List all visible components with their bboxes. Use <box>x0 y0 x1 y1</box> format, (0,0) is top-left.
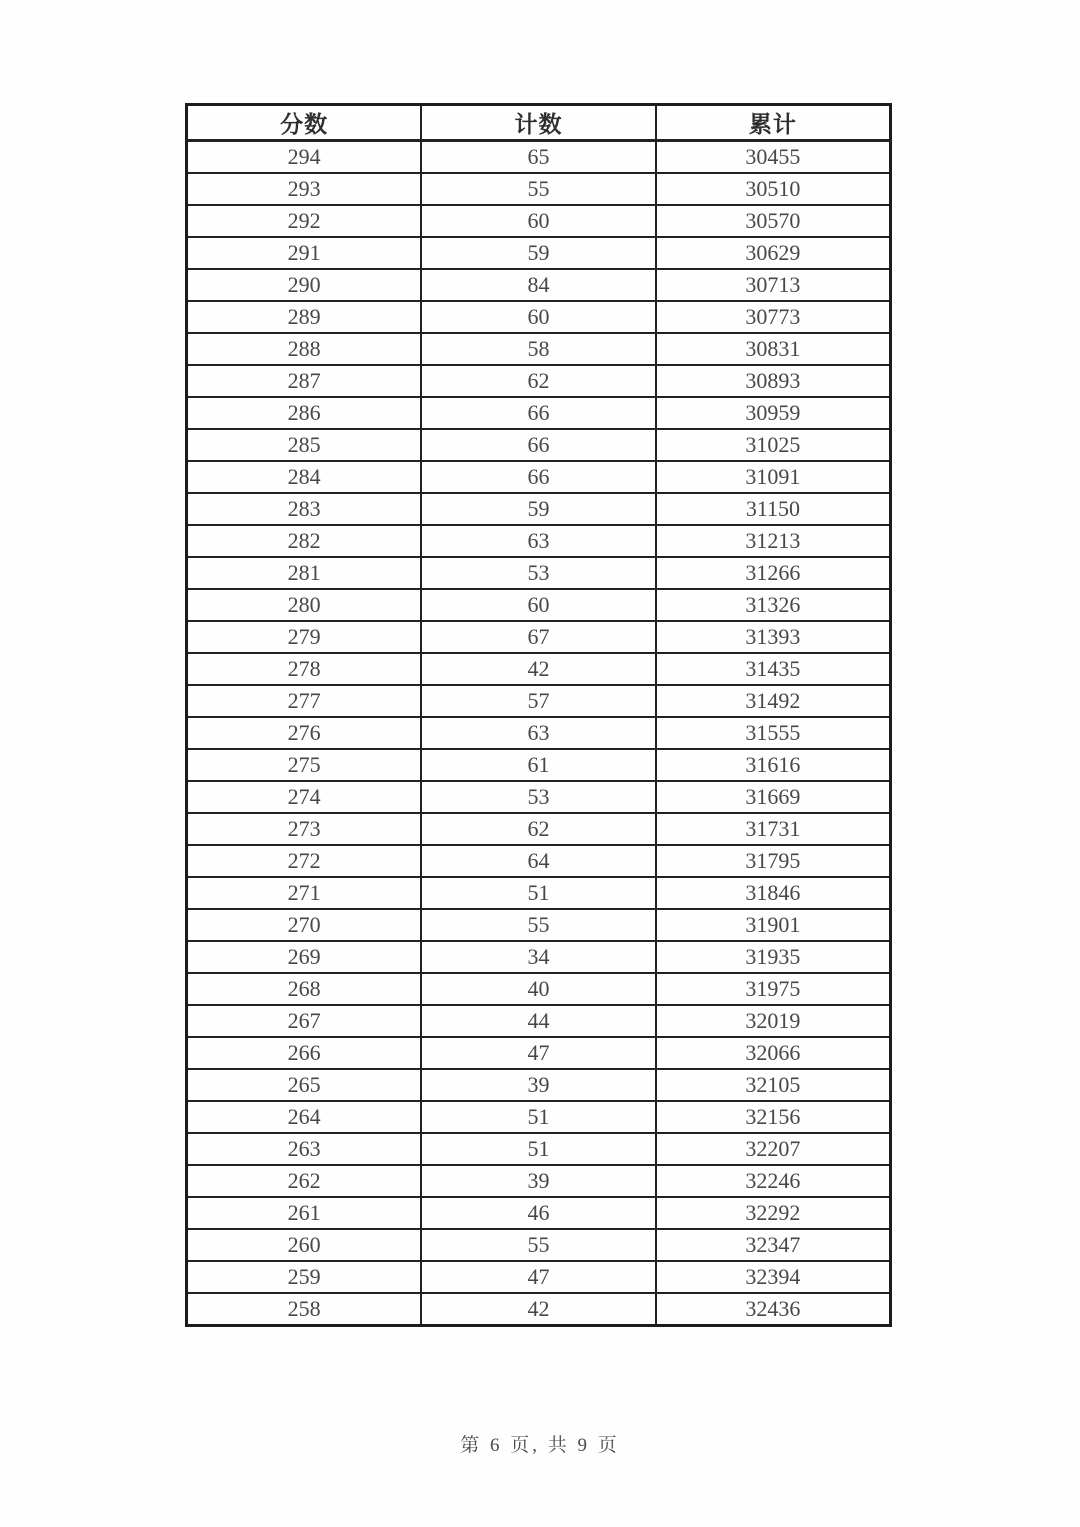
table-row <box>187 589 891 621</box>
table-cell: 267 <box>187 1005 422 1037</box>
table-cell: 32246 <box>656 1165 891 1197</box>
table-cell: 31492 <box>656 685 891 717</box>
table-cell: 31266 <box>656 557 891 589</box>
table-cell: 65 <box>421 141 656 174</box>
table-cell: 276 <box>187 717 422 749</box>
table-row <box>187 1261 891 1293</box>
table-cell: 60 <box>421 205 656 237</box>
table-cell: 39 <box>421 1069 656 1101</box>
table-row <box>187 173 891 205</box>
header-count: 计数 <box>421 105 656 141</box>
table-cell: 268 <box>187 973 422 1005</box>
table-cell: 271 <box>187 877 422 909</box>
table-cell: 283 <box>187 493 422 525</box>
table-row <box>187 525 891 557</box>
table-cell: 66 <box>421 429 656 461</box>
table-cell: 31091 <box>656 461 891 493</box>
table-row <box>187 1101 891 1133</box>
table-header-row <box>187 105 891 141</box>
table-cell: 31393 <box>656 621 891 653</box>
table-cell: 55 <box>421 1229 656 1261</box>
table-cell: 32156 <box>656 1101 891 1133</box>
table-cell: 294 <box>187 141 422 174</box>
table-cell: 273 <box>187 813 422 845</box>
table-row <box>187 461 891 493</box>
table-cell: 60 <box>421 589 656 621</box>
table-cell: 66 <box>421 397 656 429</box>
table-cell: 31555 <box>656 717 891 749</box>
table-row <box>187 1005 891 1037</box>
table-cell: 264 <box>187 1101 422 1133</box>
table-cell: 270 <box>187 909 422 941</box>
table-cell: 291 <box>187 237 422 269</box>
table-cell: 32394 <box>656 1261 891 1293</box>
table-row <box>187 237 891 269</box>
table-row <box>187 941 891 973</box>
table-cell: 63 <box>421 717 656 749</box>
table-row <box>187 653 891 685</box>
score-table-body <box>187 141 891 1326</box>
table-cell: 279 <box>187 621 422 653</box>
table-cell: 31731 <box>656 813 891 845</box>
table-row <box>187 141 891 174</box>
table-cell: 51 <box>421 877 656 909</box>
table-cell: 290 <box>187 269 422 301</box>
table-row <box>187 749 891 781</box>
table-cell: 46 <box>421 1197 656 1229</box>
table-cell: 62 <box>421 365 656 397</box>
table-row <box>187 1133 891 1165</box>
table-cell: 272 <box>187 845 422 877</box>
table-row <box>187 717 891 749</box>
table-cell: 30570 <box>656 205 891 237</box>
table-cell: 280 <box>187 589 422 621</box>
table-cell: 30893 <box>656 365 891 397</box>
table-row <box>187 205 891 237</box>
table-cell: 259 <box>187 1261 422 1293</box>
table-cell: 51 <box>421 1133 656 1165</box>
table-row <box>187 909 891 941</box>
table-cell: 285 <box>187 429 422 461</box>
table-cell: 30959 <box>656 397 891 429</box>
table-cell: 263 <box>187 1133 422 1165</box>
table-cell: 30831 <box>656 333 891 365</box>
table-row <box>187 1037 891 1069</box>
table-cell: 31901 <box>656 909 891 941</box>
table-row <box>187 973 891 1005</box>
table-cell: 60 <box>421 301 656 333</box>
score-table <box>185 103 892 1327</box>
table-cell: 31669 <box>656 781 891 813</box>
table-cell: 31795 <box>656 845 891 877</box>
header-cumulative: 累计 <box>656 105 891 141</box>
table-row <box>187 269 891 301</box>
table-cell: 286 <box>187 397 422 429</box>
table-cell: 53 <box>421 781 656 813</box>
table-cell: 58 <box>421 333 656 365</box>
table-row <box>187 557 891 589</box>
table-cell: 31846 <box>656 877 891 909</box>
table-cell: 84 <box>421 269 656 301</box>
table-cell: 265 <box>187 1069 422 1101</box>
table-cell: 31326 <box>656 589 891 621</box>
header-score: 分数 <box>187 105 422 141</box>
table-cell: 32436 <box>656 1293 891 1326</box>
table-cell: 292 <box>187 205 422 237</box>
table-cell: 31435 <box>656 653 891 685</box>
table-cell: 275 <box>187 749 422 781</box>
table-cell: 30510 <box>656 173 891 205</box>
table-cell: 30773 <box>656 301 891 333</box>
table-cell: 30455 <box>656 141 891 174</box>
table-cell: 55 <box>421 909 656 941</box>
table-cell: 32105 <box>656 1069 891 1101</box>
table-cell: 32347 <box>656 1229 891 1261</box>
table-cell: 66 <box>421 461 656 493</box>
table-cell: 288 <box>187 333 422 365</box>
table-cell: 57 <box>421 685 656 717</box>
table-cell: 30713 <box>656 269 891 301</box>
table-row <box>187 1293 891 1326</box>
table-cell: 260 <box>187 1229 422 1261</box>
table-cell: 47 <box>421 1037 656 1069</box>
table-row <box>187 845 891 877</box>
table-cell: 31975 <box>656 973 891 1005</box>
score-table-head <box>187 105 891 141</box>
table-row <box>187 397 891 429</box>
table-cell: 287 <box>187 365 422 397</box>
table-row <box>187 685 891 717</box>
table-cell: 282 <box>187 525 422 557</box>
table-cell: 274 <box>187 781 422 813</box>
table-row <box>187 333 891 365</box>
table-cell: 266 <box>187 1037 422 1069</box>
table-cell: 40 <box>421 973 656 1005</box>
table-cell: 31616 <box>656 749 891 781</box>
table-cell: 31213 <box>656 525 891 557</box>
table-cell: 284 <box>187 461 422 493</box>
table-cell: 277 <box>187 685 422 717</box>
table-cell: 42 <box>421 653 656 685</box>
table-cell: 289 <box>187 301 422 333</box>
table-cell: 55 <box>421 173 656 205</box>
table-row <box>187 813 891 845</box>
table-cell: 32066 <box>656 1037 891 1069</box>
table-cell: 30629 <box>656 237 891 269</box>
table-cell: 63 <box>421 525 656 557</box>
page-number-footer: 第 6 页, 共 9 页 <box>460 1435 620 1456</box>
table-row <box>187 1197 891 1229</box>
table-row <box>187 365 891 397</box>
table-cell: 31150 <box>656 493 891 525</box>
table-row <box>187 1229 891 1261</box>
table-cell: 32019 <box>656 1005 891 1037</box>
table-cell: 31935 <box>656 941 891 973</box>
table-cell: 32207 <box>656 1133 891 1165</box>
table-row <box>187 781 891 813</box>
table-cell: 62 <box>421 813 656 845</box>
table-cell: 39 <box>421 1165 656 1197</box>
table-cell: 51 <box>421 1101 656 1133</box>
table-row <box>187 301 891 333</box>
table-cell: 59 <box>421 493 656 525</box>
table-cell: 59 <box>421 237 656 269</box>
table-cell: 64 <box>421 845 656 877</box>
table-cell: 32292 <box>656 1197 891 1229</box>
table-row <box>187 429 891 461</box>
table-cell: 261 <box>187 1197 422 1229</box>
table-cell: 53 <box>421 557 656 589</box>
table-row <box>187 1069 891 1101</box>
table-cell: 281 <box>187 557 422 589</box>
table-cell: 61 <box>421 749 656 781</box>
table-row <box>187 493 891 525</box>
table-row <box>187 621 891 653</box>
table-cell: 42 <box>421 1293 656 1326</box>
table-cell: 47 <box>421 1261 656 1293</box>
table-cell: 67 <box>421 621 656 653</box>
table-cell: 262 <box>187 1165 422 1197</box>
table-cell: 44 <box>421 1005 656 1037</box>
table-row <box>187 1165 891 1197</box>
table-row <box>187 877 891 909</box>
table-cell: 269 <box>187 941 422 973</box>
table-cell: 258 <box>187 1293 422 1326</box>
table-cell: 278 <box>187 653 422 685</box>
table-cell: 293 <box>187 173 422 205</box>
table-cell: 34 <box>421 941 656 973</box>
table-cell: 31025 <box>656 429 891 461</box>
